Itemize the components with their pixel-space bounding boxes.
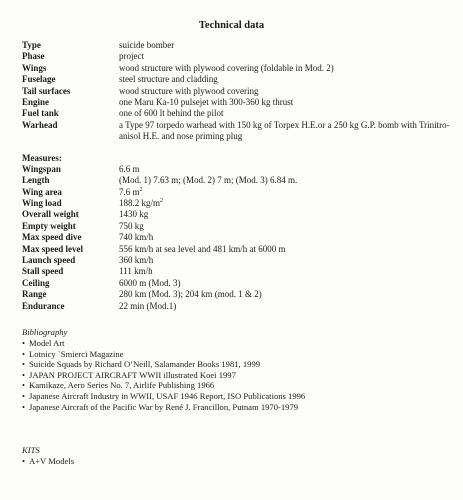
spec-row-type [22, 40, 452, 51]
bullet-icon: • [22, 369, 26, 380]
spec-value: wood structure with plywood covering [119, 85, 259, 96]
list-item [22, 359, 452, 370]
measure-label: Wing area [22, 186, 62, 197]
measure-row-ceiling [22, 278, 452, 289]
measure-value: 280 km (Mod. 3); 204 km (mod. 1 & 2) [119, 289, 262, 300]
list-item [22, 370, 452, 381]
measure-label: Max speed level [22, 243, 83, 254]
measure-row-range [22, 289, 452, 300]
list-item-text: Japanese Aircraft of the Pacific War by René J. Francillon, Putnam 1970-1979 [29, 401, 299, 412]
measure-value: 7.6 m [119, 186, 140, 197]
measure-label: Ceiling [22, 277, 50, 288]
measure-row-endurance [22, 301, 452, 312]
list-item [22, 456, 452, 467]
measures-heading-row [22, 153, 452, 164]
measure-label: Max speed dive [22, 232, 82, 243]
measure-label: Range [22, 289, 47, 300]
measure-row-wing-area [22, 187, 452, 198]
bullet-icon: • [22, 359, 26, 370]
spec-value: wood structure with plywood covering (foldable in Mod. 2) [119, 62, 334, 73]
spec-value: project [119, 51, 144, 62]
bullet-icon: • [22, 456, 26, 466]
spec-label: Engine [22, 96, 50, 107]
bullet-icon: • [22, 401, 26, 412]
measure-value: 360 km/h [119, 255, 154, 266]
list-item-text: A+V Models [29, 456, 75, 466]
superscript: 2 [160, 198, 164, 205]
measure-row-empty-weight [22, 221, 452, 232]
measure-label: Wing load [22, 198, 62, 209]
measure-row-max-speed-level [22, 244, 452, 255]
spec-value: one of 600 lt behind the pilot [119, 108, 224, 119]
spec-label: Fuel tank [22, 108, 59, 119]
spec-value: suicide bomber [119, 40, 175, 50]
measure-label: Endurance [22, 300, 65, 311]
measure-row-wingspan [22, 164, 452, 175]
measure-label: Empty weight [22, 220, 76, 231]
list-item-text: JAPAN PROJECT AIRCRAFT WWII illustrated Koei 1997 [29, 369, 236, 380]
measure-value: 556 km/h at sea level and 481 km/h at 6000 m [119, 243, 286, 254]
measure-value: 6000 m (Mod. 3) [119, 277, 181, 288]
list-item-text: Japanese Aircraft Industry in WWII, USAF 1946 Report, ISO Publications 1996 [29, 390, 306, 401]
measure-value: 740 km/h [119, 232, 154, 243]
bullet-icon: • [22, 380, 26, 391]
superscript: 2 [139, 186, 143, 193]
spec-row-tail-surfaces [22, 86, 452, 97]
spec-row-phase [22, 51, 452, 62]
measure-value: 1430 kg [119, 209, 149, 220]
measure-value: 750 kg [119, 220, 144, 231]
spec-row-engine [22, 97, 452, 108]
measure-row-length [22, 175, 452, 186]
list-item [22, 391, 452, 402]
bullet-icon: • [22, 338, 26, 348]
bullet-icon: • [22, 390, 26, 401]
measure-value-wrap [119, 198, 452, 209]
page-title: Technical data [198, 20, 265, 31]
kits-title: KITS [22, 445, 40, 455]
technical-data-table [22, 40, 452, 312]
spec-label: Wings [22, 62, 47, 73]
measure-row-max-speed-dive [22, 232, 452, 243]
measure-row-stall-speed [22, 266, 452, 277]
spec-row-warhead [22, 120, 452, 143]
list-item-text: Model Art [29, 338, 65, 348]
measures-heading: Measures: [22, 152, 62, 163]
measure-label: Launch speed [22, 255, 76, 266]
spec-label: Fuselage [22, 74, 56, 85]
kits-section [22, 445, 452, 467]
spec-value: steel structure and cladding [119, 74, 218, 85]
list-item [22, 380, 452, 391]
spec-row-fuselage [22, 74, 452, 85]
list-item [22, 349, 452, 360]
measure-value: 111 km/h [119, 266, 153, 277]
measure-value: (Mod. 1) 7.63 m; (Mod. 2) 7 m; (Mod. 3) 6.84 m. [119, 175, 298, 186]
measure-label: Wingspan [22, 163, 61, 174]
measure-value: 188.2 kg/m [119, 198, 161, 209]
list-item-text: Suicide Squads by Richard O’Neill, Salamander Books 1981, 1999 [29, 359, 261, 370]
list-item [22, 338, 452, 349]
spec-value: a Type 97 torpedo warhead with 150 kg of Torpex H.E.or a 250 kg G.P. bomb with Trinitro-anisol H.E. and nose priming plug [119, 119, 450, 142]
list-item-text: Lotnicy `Smierci Magazine [29, 348, 124, 359]
measure-row-wing-load [22, 198, 452, 209]
bullet-icon: • [22, 348, 26, 359]
spec-row-fuel-tank [22, 108, 452, 119]
measure-label: Overall weight [22, 209, 79, 220]
measure-value: 22 min (Mod.1) [119, 300, 177, 311]
measure-label: Stall speed [22, 266, 64, 277]
measure-value-wrap [119, 187, 452, 198]
bibliography-title: Bibliography [22, 327, 68, 337]
bibliography-section [22, 327, 452, 412]
spec-label: Warhead [22, 119, 58, 130]
list-item-text: Kamikaze, Aero Series No. 7, Airlife Publishing 1966 [29, 380, 215, 391]
spec-label: Type [22, 40, 41, 50]
spec-row-wings [22, 63, 452, 74]
measure-row-launch-speed [22, 255, 452, 266]
list-item [22, 402, 452, 413]
spec-label: Phase [22, 51, 45, 62]
measure-value: 6.6 m [119, 163, 140, 174]
measure-label: Length [22, 175, 50, 186]
spec-label: Tail surfaces [22, 85, 71, 96]
spec-value: one Maru Ka-10 pulsejet with 300-360 kg thrust [119, 96, 294, 107]
measure-row-overall-weight [22, 209, 452, 220]
